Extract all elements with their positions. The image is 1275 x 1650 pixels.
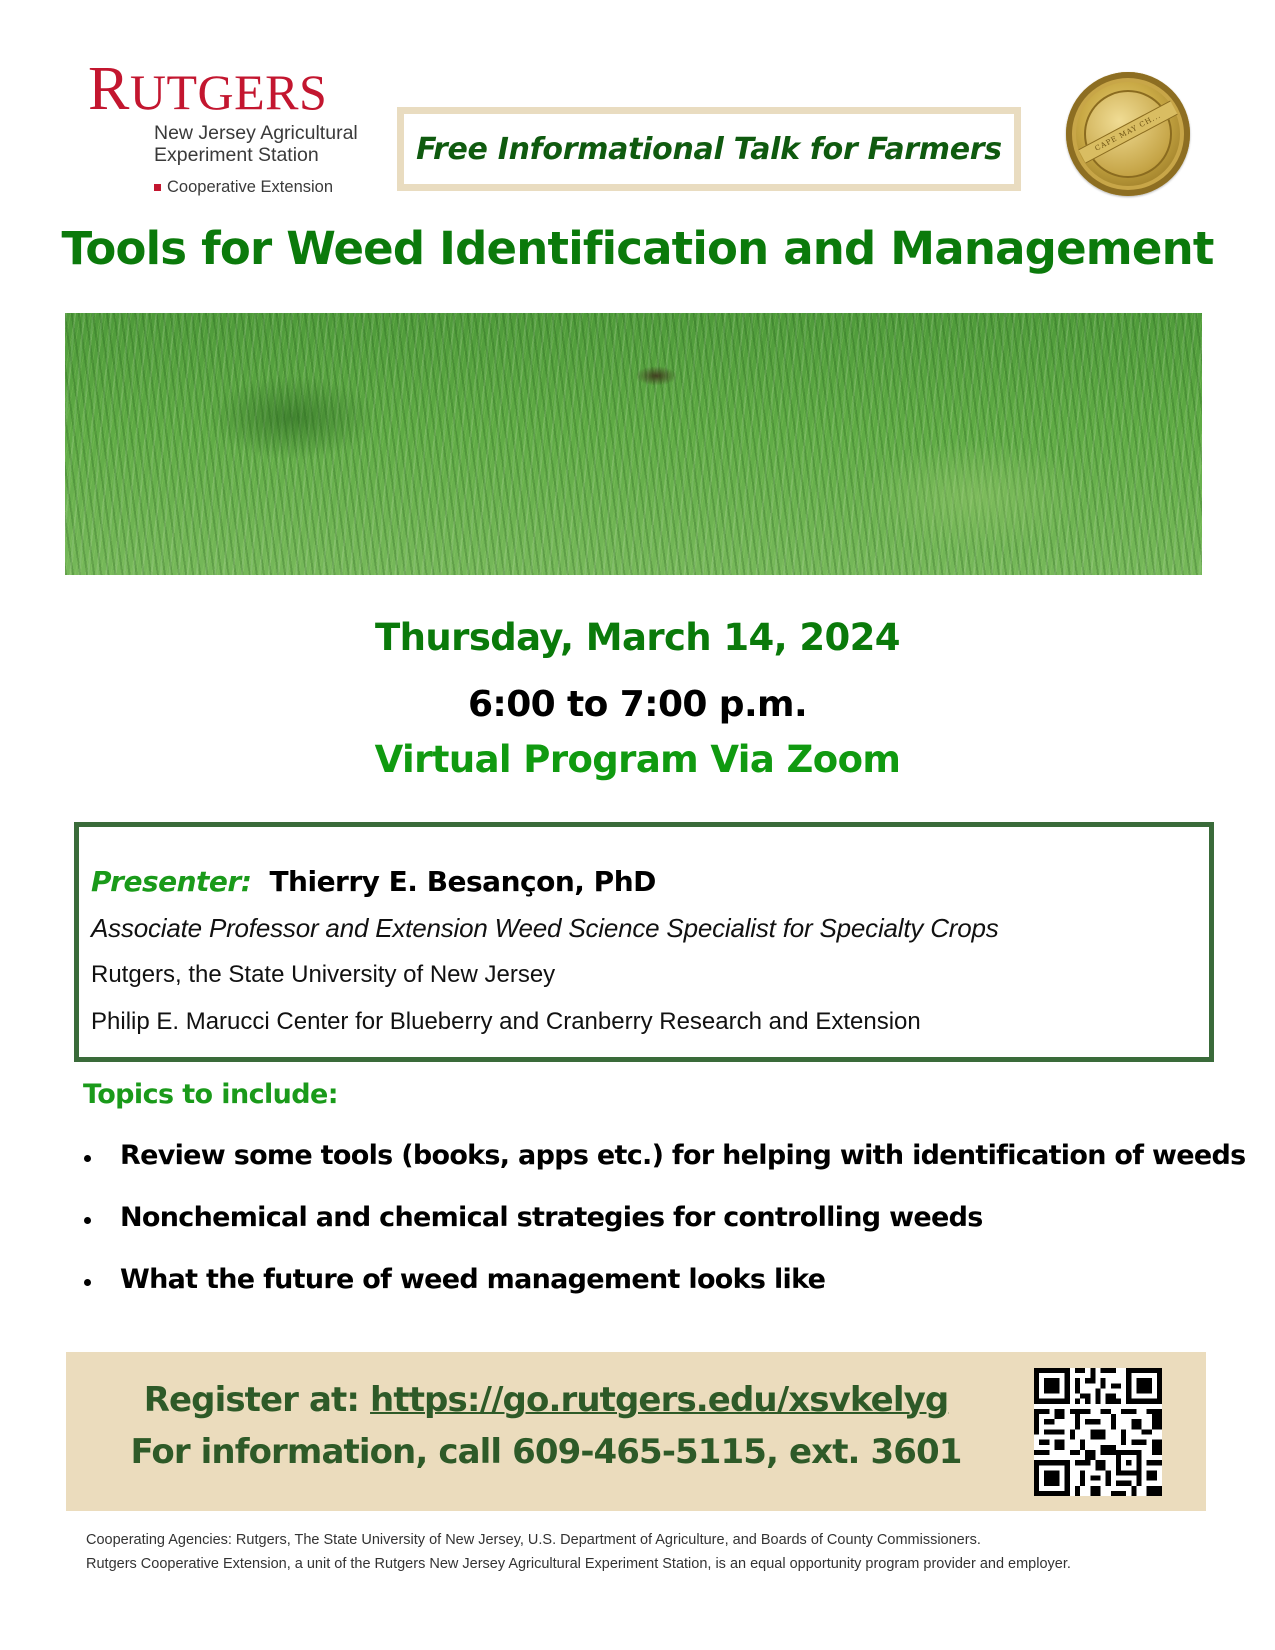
footer-line-1: Cooperating Agencies: Rutgers, The State University of New Jersey, U.S. Department of Agriculture, and Boards of County Commissioners. bbox=[86, 1532, 981, 1548]
event-date: Thursday, March 14, 2024 bbox=[375, 616, 900, 659]
grass-weeds-photo bbox=[65, 313, 1202, 575]
presenter-line bbox=[91, 865, 656, 898]
njaes-line2: Experiment Station bbox=[154, 144, 319, 166]
free-talk-banner bbox=[397, 107, 1021, 191]
logo-initial: R bbox=[88, 55, 130, 123]
presenter-affiliation-1: Rutgers, the State University of New Jersey bbox=[91, 961, 556, 988]
topics-heading: Topics to include: bbox=[83, 1079, 338, 1110]
event-venue: Virtual Program Via Zoom bbox=[374, 738, 901, 781]
event-time: 6:00 to 7:00 p.m. bbox=[467, 684, 808, 725]
njaes-line1: New Jersey Agricultural bbox=[154, 122, 358, 144]
footer-disclaimer bbox=[86, 1528, 1071, 1576]
presenter-label: Presenter: bbox=[91, 865, 252, 898]
presenter-box bbox=[74, 822, 1214, 1062]
register-label: Register at: bbox=[143, 1380, 371, 1420]
info-phone-line: For information, call 609-465-5115, ext. 3601 bbox=[130, 1432, 962, 1472]
topic-item bbox=[80, 1202, 1245, 1264]
njaes-label bbox=[154, 122, 358, 166]
gold-seal-icon bbox=[1066, 72, 1190, 196]
qr-code-icon[interactable] bbox=[1034, 1368, 1162, 1496]
topic-text: Review some tools (books, apps etc.) for helping with identification of weeds bbox=[120, 1140, 1246, 1171]
rutgers-logo-wordmark bbox=[88, 55, 328, 123]
bullet-icon bbox=[84, 1217, 91, 1224]
register-link[interactable]: https://go.rutgers.edu/xsvkelyg bbox=[370, 1380, 949, 1420]
page-title: Tools for Weed Identification and Management bbox=[61, 222, 1214, 275]
register-line bbox=[66, 1380, 1026, 1420]
coop-ext-text: Cooperative Extension bbox=[167, 178, 334, 196]
footer-line-2: Rutgers Cooperative Extension, a unit of the Rutgers New Jersey Agricultural Experiment Station, is an equal opportunity program provider and employer. bbox=[86, 1556, 1071, 1572]
presenter-affiliation-2: Philip E. Marucci Center for Blueberry and Cranberry Research and Extension bbox=[91, 1008, 921, 1035]
banner-text: Free Informational Talk for Farmers bbox=[416, 131, 1002, 167]
logo-rest: UTGERS bbox=[129, 64, 328, 120]
registration-box bbox=[66, 1352, 1206, 1511]
topics-list bbox=[80, 1140, 1245, 1326]
bullet-icon bbox=[84, 1155, 91, 1162]
topic-item bbox=[80, 1140, 1245, 1202]
presenter-name: Thierry E. Besançon, PhD bbox=[269, 865, 656, 898]
topic-text: Nonchemical and chemical strategies for controlling weeds bbox=[120, 1202, 983, 1233]
seal-ribbon: CAPE MAY CH... bbox=[1078, 101, 1177, 164]
topic-text: What the future of weed management looks like bbox=[120, 1264, 826, 1295]
presenter-title: Associate Professor and Extension Weed Science Specialist for Specialty Crops bbox=[91, 913, 999, 943]
bullet-icon bbox=[84, 1279, 91, 1286]
cooperative-extension-label bbox=[154, 178, 333, 197]
topic-item bbox=[80, 1264, 1245, 1326]
red-square-icon bbox=[154, 184, 161, 191]
